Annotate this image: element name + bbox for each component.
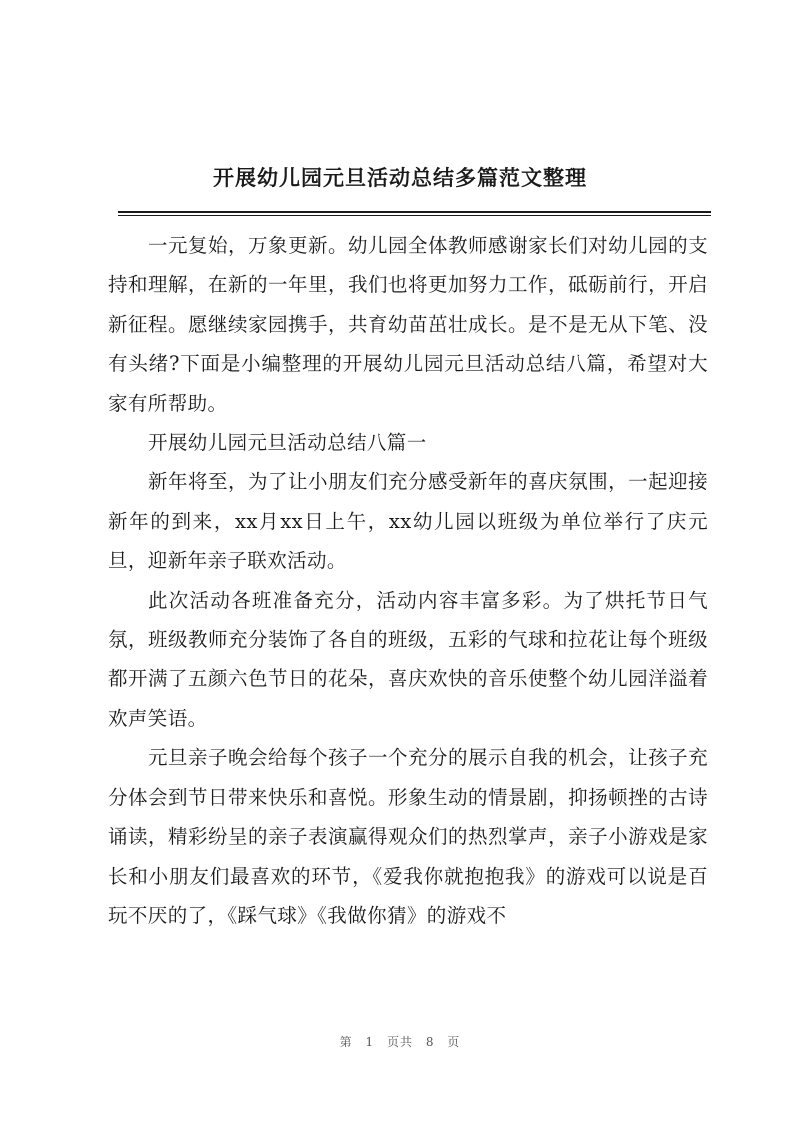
page-footer	[0, 1033, 800, 1050]
title-underline-thin	[118, 215, 711, 216]
section-heading: 开展幼儿园元旦活动总结八篇一	[148, 431, 427, 455]
footer-total-pages: 8	[425, 1035, 435, 1049]
document-title: 开展幼儿园元旦活动总结多篇范文整理	[213, 165, 587, 190]
document-body	[108, 226, 708, 935]
paragraph: 元旦亲子晚会给每个孩子一个充分的展示自我的机会，让孩子充分体会到节日带来快乐和喜悦。形象生动的情景剧，抑扬顿挫的古诗诵读，精彩纷呈的亲子表演赢得观众们的热烈掌声，亲子小游戏是家长和小朋友们最喜欢的环节，《爱我你就抱抱我》的游戏可以说是百玩不厌的了，《踩气球》《我做你猜》的游戏不	[108, 746, 708, 927]
title-underline	[118, 211, 711, 213]
footer-current-page: 1	[365, 1035, 375, 1049]
footer-label-end: 页	[447, 1035, 461, 1049]
footer-label-page: 第	[339, 1035, 353, 1049]
paragraph: 新年将至，为了让小朋友们充分感受新年的喜庆氛围，一起迎接新年的到来，xx月xx日上午，xx幼儿园以班级为单位举行了庆元旦，迎新年亲子联欢活动。	[108, 470, 708, 573]
paragraph-intro: 一元复始，万象更新。幼儿园全体教师感谢家长们对幼儿园的支持和理解，在新的一年里，我们也将更加努力工作，砥砺前行，开启新征程。愿继续家园携手，共育幼苗茁壮成长。是不是无从下笔、没有头绪?下面是小编整理的开展幼儿园元旦活动总结八篇，希望对大家有所帮助。	[108, 234, 708, 415]
footer-label-total: 页共	[386, 1035, 413, 1049]
paragraph: 此次活动各班准备充分，活动内容丰富多彩。为了烘托节日气氛，班级教师充分装饰了各自的班级，五彩的气球和拉花让每个班级都开满了五颜六色节日的花朵，喜庆欢快的音乐使整个幼儿园洋溢着欢声笑语。	[108, 588, 708, 730]
